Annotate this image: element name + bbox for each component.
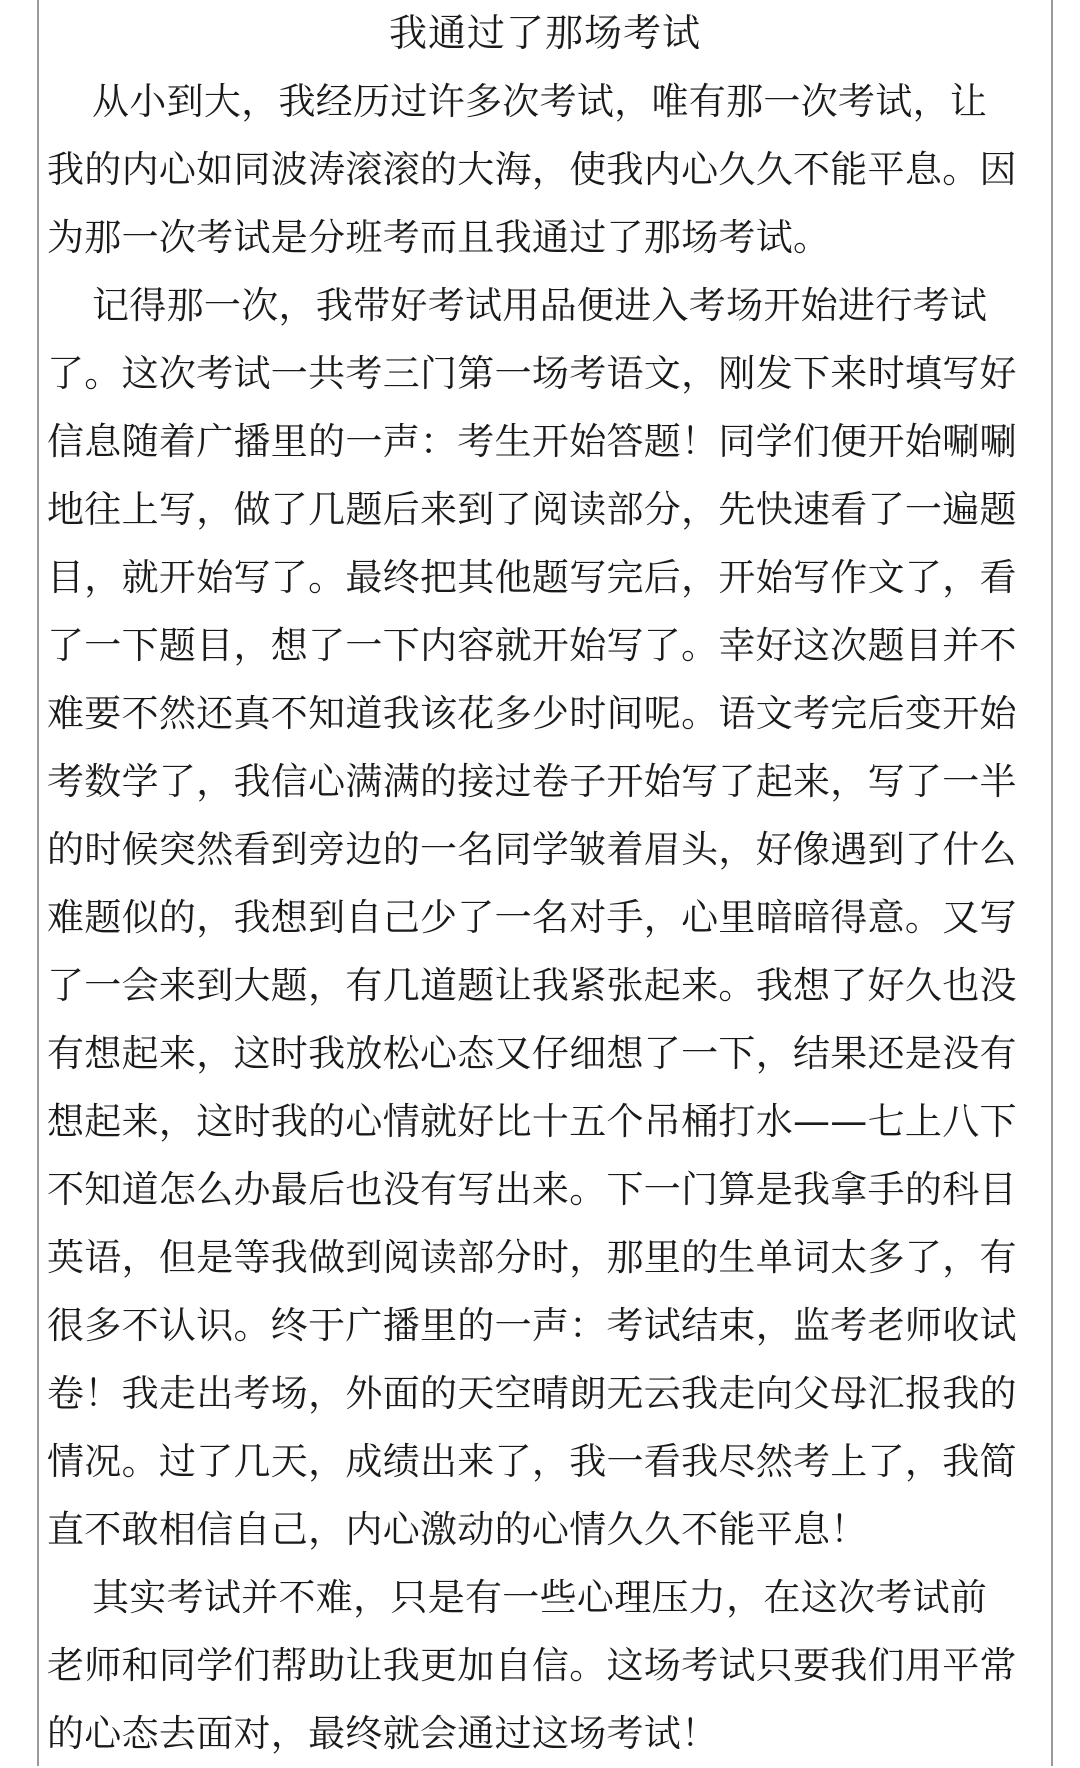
- essay-line: 的心态去面对，最终就会通过这场考试！: [47, 1712, 719, 1755]
- essay-line: 不知道怎么办最后也没有写出来。下一门算是我拿手的科目: [47, 1168, 1017, 1211]
- essay-line: 的时候突然看到旁边的一名同学皱着眉头，好像遇到了什么: [47, 828, 1017, 871]
- essay-line: 其实考试并不难，只是有一些心理压力，在这次考试前: [92, 1576, 988, 1619]
- essay-line: 有想起来，这时我放松心态又仔细想了一下，结果还是没有: [47, 1032, 1017, 1075]
- essay-line: 难要不然还真不知道我该花多少时间呢。语文考完后变开始: [47, 692, 1017, 735]
- essay-line: 了一会来到大题，有几道题让我紧张起来。我想了好久也没: [47, 964, 1017, 1007]
- essay-line: 很多不认识。终于广播里的一声：考试结束，监考老师收试: [47, 1304, 1017, 1347]
- essay-line: 了一下题目，想了一下内容就开始写了。幸好这次题目并不: [47, 624, 1017, 667]
- essay-line: 从小到大，我经历过许多次考试，唯有那一次考试，让: [92, 80, 988, 123]
- essay-line: 了。这次考试一共考三门第一场考语文，刚发下来时填写好: [47, 352, 1017, 395]
- essay-line: 信息随着广播里的一声：考生开始答题！同学们便开始唰唰: [47, 420, 1017, 463]
- essay-line: 情况。过了几天，成绩出来了，我一看我尽然考上了，我简: [47, 1440, 1017, 1483]
- essay-title: 我通过了那场考试: [388, 11, 701, 55]
- essay-line: 直不敢相信自己，内心激动的心情久久不能平息！: [47, 1508, 868, 1551]
- essay-line: 地往上写，做了几题后来到了阅读部分，先快速看了一遍题: [47, 488, 1017, 531]
- essay-line: 难题似的，我想到自己少了一名对手，心里暗暗得意。又写: [47, 896, 1017, 939]
- essay-line: 英语，但是等我做到阅读部分时，那里的生单词太多了，有: [47, 1236, 1017, 1279]
- essay-line: 记得那一次，我带好考试用品便进入考场开始进行考试: [92, 284, 988, 327]
- essay-line: 为那一次考试是分班考而且我通过了那场考试。: [47, 216, 831, 259]
- essay-line: 我的内心如同波涛滚滚的大海，使我内心久久不能平息。因: [47, 148, 1017, 191]
- essay-line: 目，就开始写了。最终把其他题写完后，开始写作文了，看: [47, 556, 1017, 599]
- essay-line: 卷！我走出考场，外面的天空晴朗无云我走向父母汇报我的: [47, 1372, 1017, 1415]
- essay-line: 想起来，这时我的心情就好比十五个吊桶打水——七上八下: [47, 1100, 1017, 1143]
- essay-page: [37, 0, 1053, 1766]
- essay-line: 考数学了，我信心满满的接过卷子开始写了起来，写了一半: [47, 760, 1017, 803]
- essay-line: 老师和同学们帮助让我更加自信。这场考试只要我们用平常: [47, 1644, 1017, 1687]
